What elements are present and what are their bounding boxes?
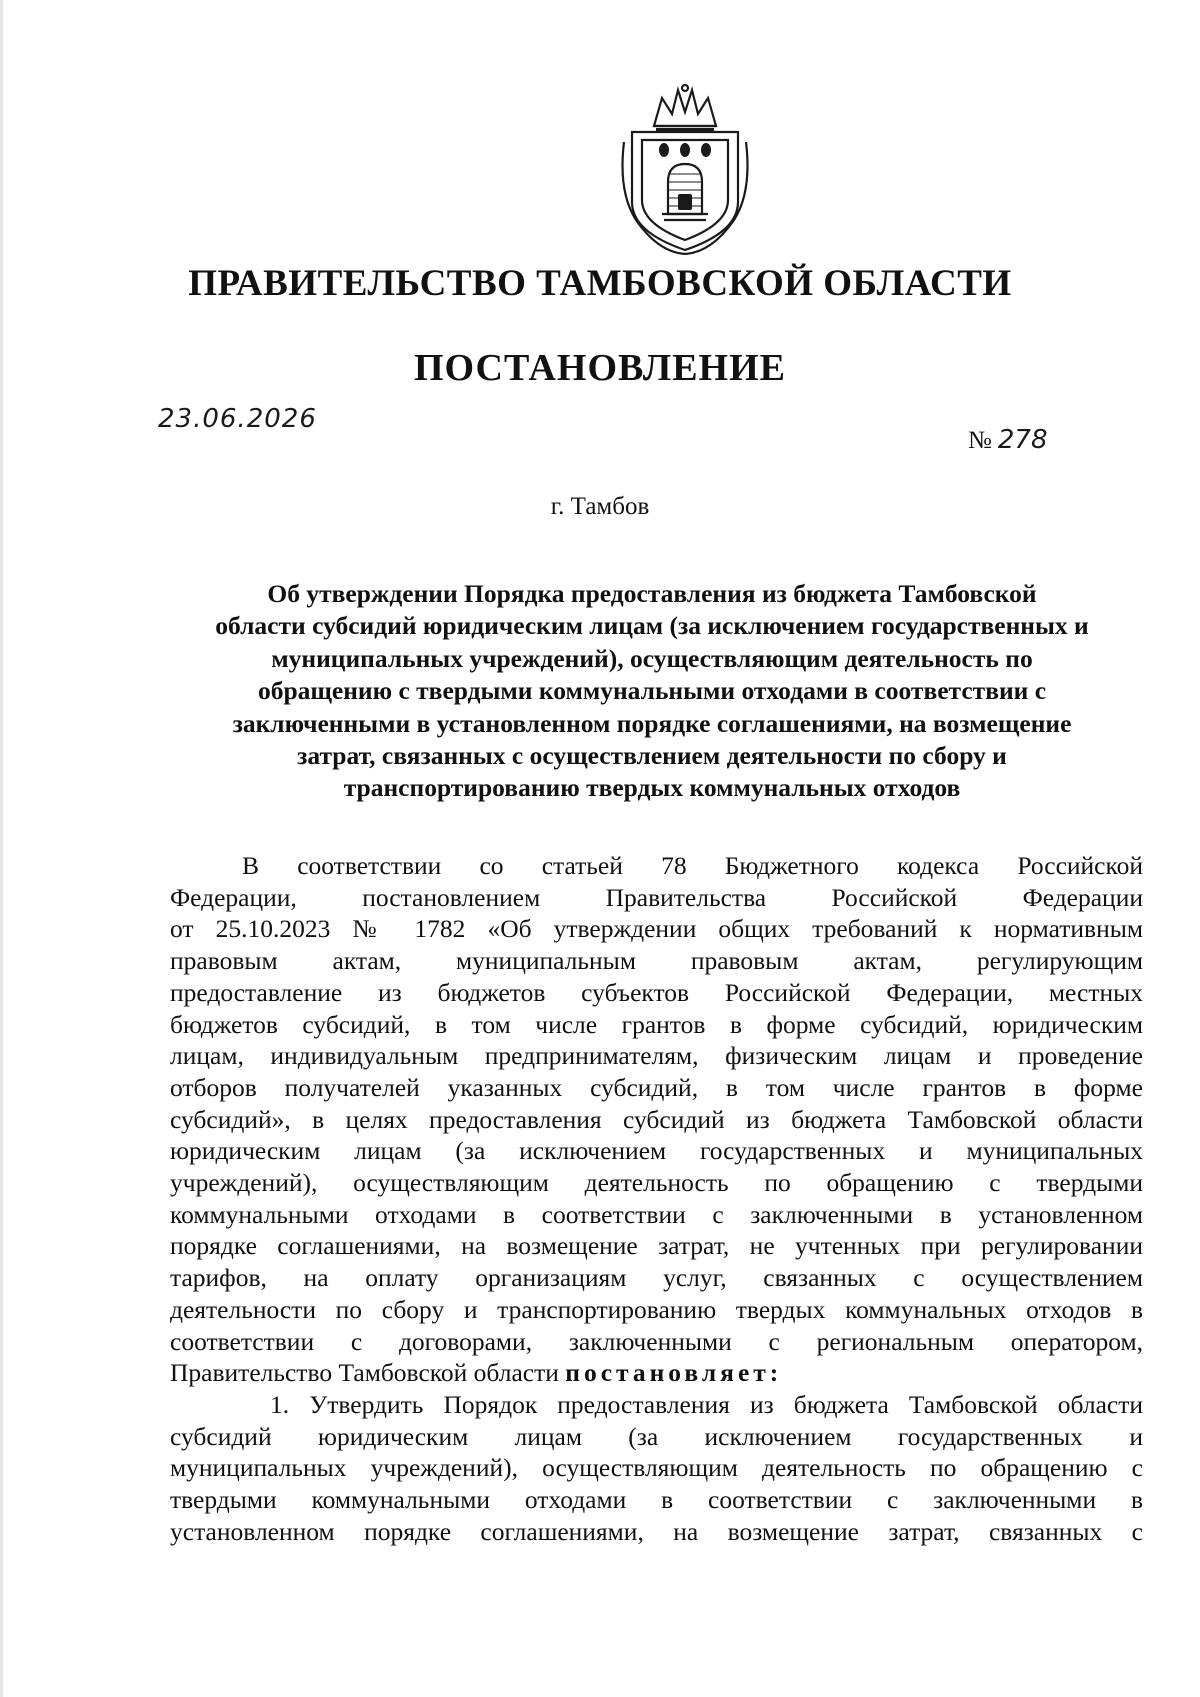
preamble-closing-line [170, 1357, 1143, 1389]
item-1-line: 1. Утвердить Порядок предоставления из бюджета Тамбовской области [270, 1389, 1143, 1419]
preamble-line: учреждений), осуществляющим деятельность по обращению с твердыми [170, 1168, 1143, 1198]
document-title [160, 578, 1144, 805]
preamble-line: лицам, индивидуальным предпринимателям, физическим лицам и проведение [170, 1041, 1143, 1071]
title-line: области субсидий юридическим лицам (за исключением государственных и [215, 611, 1089, 641]
document-type-heading: ПОСТАНОВЛЕНИЕ [413, 347, 787, 389]
preamble-line: Федерации, постановлением Правительства Российской Федерации [170, 882, 1143, 912]
preamble-line: деятельности по сбору и транспортированию твердых коммунальных отходов в [170, 1294, 1143, 1324]
preamble-line: тарифов, на оплату организациям услуг, связанных с осуществлением [170, 1263, 1143, 1293]
document-number [968, 425, 1048, 455]
preamble-line: коммунальными отходами в соответствии с заключенными в установленном [170, 1199, 1143, 1229]
preamble-line: от 25.10.2023 № 1782 «Об утверждении общих требований к нормативным [170, 914, 1143, 944]
title-line: заключенными в установленном порядке соглашениями, на возмещение [232, 708, 1072, 738]
preamble-line: юридическим лицам (за исключением государственных и муниципальных [170, 1136, 1143, 1166]
item-1-line: муниципальных учреждений), осуществляющим деятельность по обращению с [170, 1453, 1143, 1483]
resolves-word: постановляет: [565, 1358, 783, 1388]
city-line: г. Тамбов [550, 493, 650, 520]
preamble-line: отборов получателей указанных субсидий, в том числе грантов в форме [170, 1072, 1143, 1102]
handwritten-number: 278 [997, 425, 1048, 455]
number-label: № [968, 427, 992, 454]
title-line: муниципальных учреждений), осуществляющим деятельность по [271, 643, 1033, 673]
item-1-line: субсидий юридическим лицам (за исключением государственных и [170, 1421, 1143, 1451]
preamble-closing-text: Правительство Тамбовской области [170, 1358, 559, 1388]
scan-edge [0, 0, 3, 1697]
item-1-line: твердыми коммунальными отходами в соответствии с заключенными в [170, 1485, 1143, 1515]
coat-of-arms-emblem [620, 82, 750, 257]
title-line: Об утверждении Порядка предоставления из бюджета Тамбовской [267, 579, 1037, 608]
preamble-line: субсидий», в целях предоставления субсидий из бюджета Тамбовской области [170, 1104, 1143, 1134]
title-line: транспортированию твердых коммунальных отходов [343, 773, 961, 803]
preamble-line: бюджетов субсидий, в том числе грантов в форме субсидий, юридическим [170, 1009, 1143, 1039]
preamble-line: В соответствии со статьей 78 Бюджетного кодекса Российской [242, 851, 1143, 880]
document-body [170, 850, 1143, 1547]
item-1-line: установленном порядке соглашениями, на возмещение затрат, связанных с [170, 1516, 1143, 1546]
preamble-line: предоставление из бюджетов субъектов Российской Федерации, местных [170, 977, 1143, 1007]
handwritten-date: 23.06.2026 [158, 404, 317, 434]
title-line: затрат, связанных с осуществлением деятельности по сбору и [297, 741, 1007, 771]
preamble-line: соответствии с договорами, заключенными с региональным оператором, [170, 1326, 1143, 1356]
preamble-line: порядке соглашениями, на возмещение затрат, не учтенных при регулировании [170, 1231, 1143, 1261]
title-line: обращению с твердыми коммунальными отходами в соответствии с [257, 676, 1047, 706]
preamble-line: правовым актам, муниципальным правовым актам, регулирующим [170, 946, 1143, 976]
organization-heading: ПРАВИТЕЛЬСТВО ТАМБОВСКОЙ ОБЛАСТИ [188, 263, 1012, 304]
